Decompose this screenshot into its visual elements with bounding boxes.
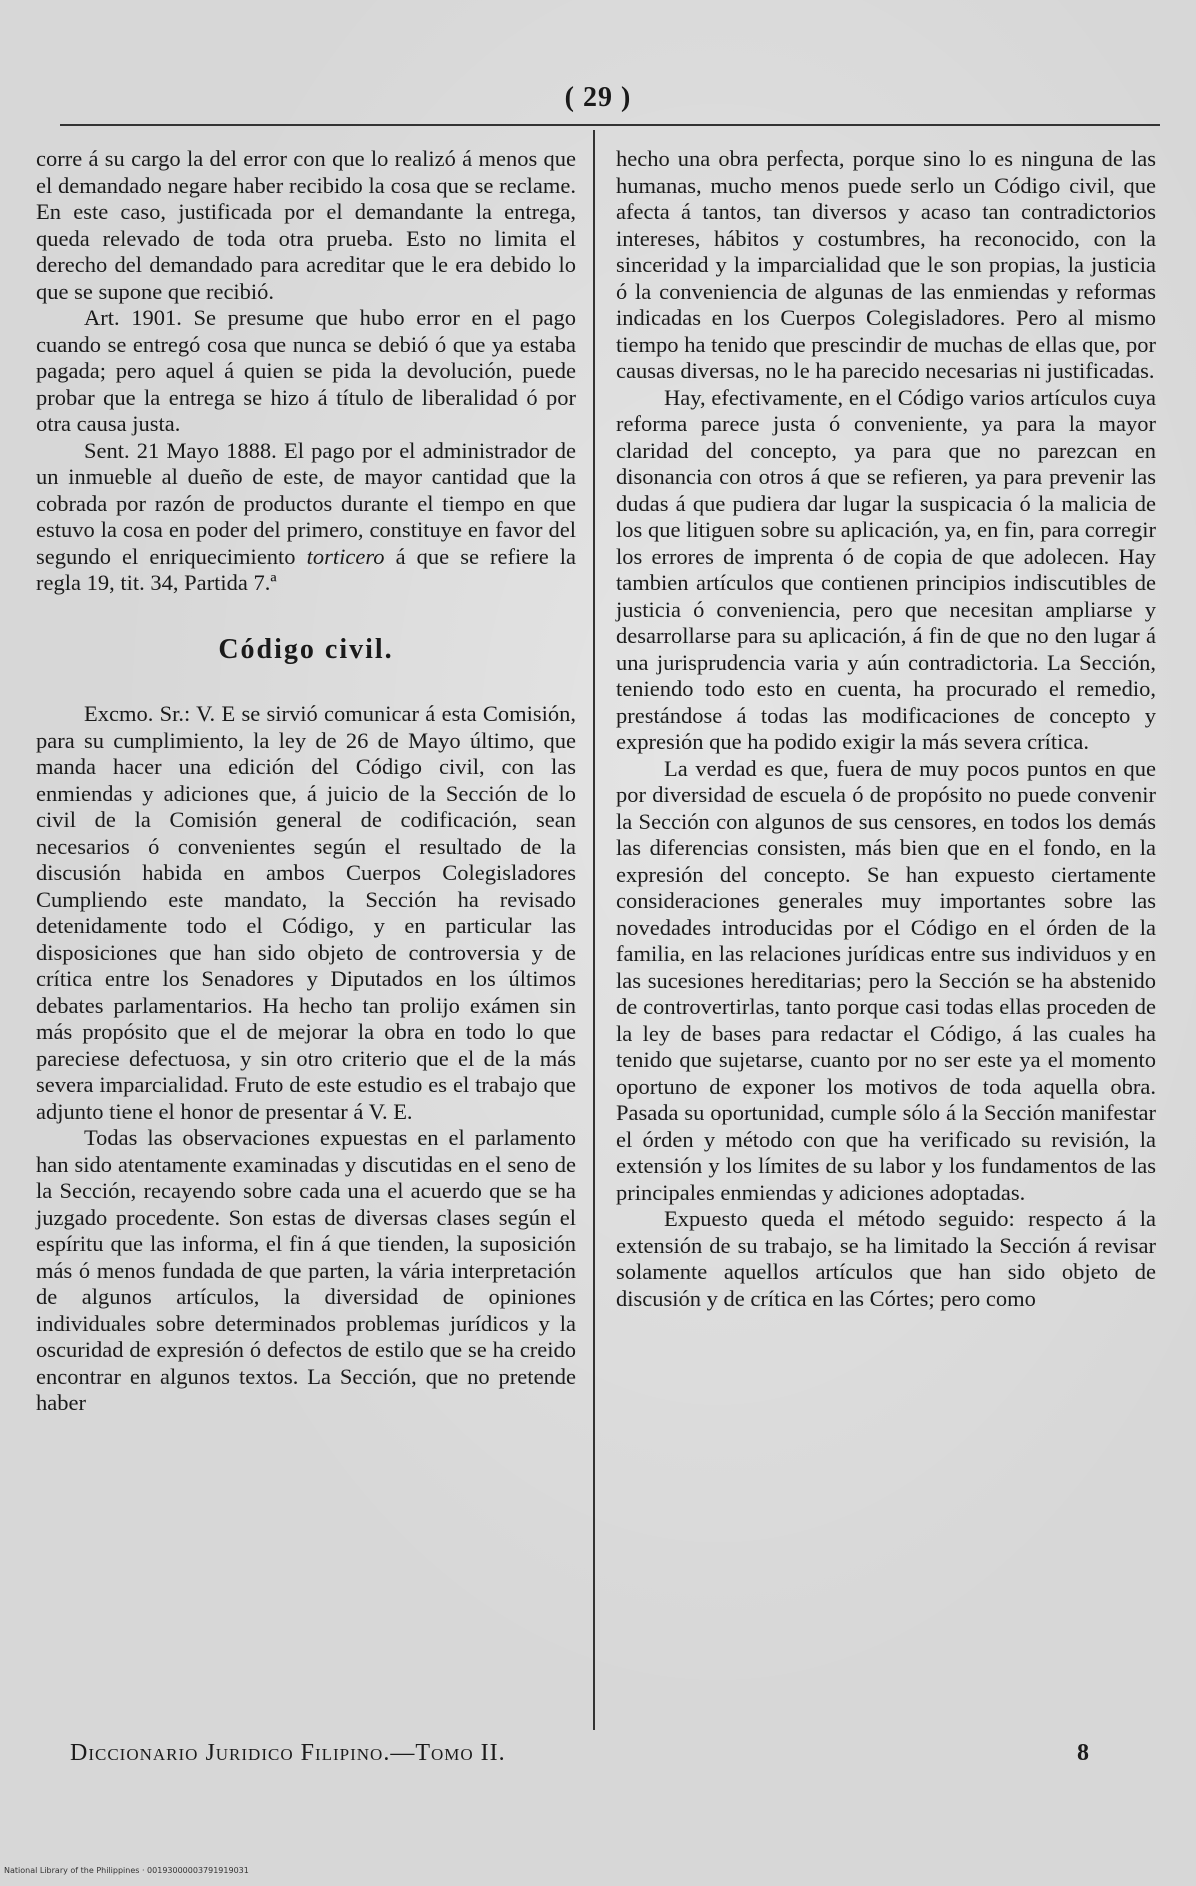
left-paragraph-excmo: Excmo. Sr.: V. E se sirvió comunicar á esta Comisión, para su cumplimiento, la ley de 26 de Mayo último, que manda hacer una edición del Código civil, con las enmiendas y adiciones que, á juicio de la Sección de lo civil de la Comisión general de codificación, sean necesarios ó convenientes según el resultado de la discusión habida en ambos Cuerpos Colegisladores Cumpliendo este mandato, la Sección ha revisado detenidamente todo el Código, y en particular las disposiciones que han sido objeto de controversia y de crítica entre los Senadores y Diputados en los últimos debates parlamentarios. Ha hecho tan prolijo exámen sin más propósito que el de mejorar la obra en todo lo que pareciese defectuosa, y sin otro criterio que el de la más severa imparcialidad. Fruto de este estudio es el trabajo que adjunto tiene el honor de presentar á V. E. — [36, 701, 576, 1124]
sentence-italic-term: torticero — [306, 543, 385, 569]
page-footer — [70, 1740, 1150, 1767]
left-paragraph-1: corre á su cargo la del error con que lo realizó á menos que el demandado negare haber recibido la cosa que se reclame. En este caso, justificada por el demandante la entrega, queda relevado de toda otra prueba. Esto no limita el derecho del demandado para acreditar que le era debido lo que se supone que recibió. — [36, 146, 576, 304]
right-paragraph-3: La verdad es que, fuera de muy pocos puntos en que por diversidad de escuela ó de propósito no puede convenir la Sección con algunos de sus censores, en todos los demás las diferencias consisten, más bien que en el fondo, en la expresión del concepto. Se han expuesto ciertamente consideraciones generales muy importantes sobre las novedades introducidas por el Código en el órden de la familia, en las relaciones jurídicas entre sus individuos y en las sucesiones hereditarias; pero la Sección se ha abstenido de controvertirlas, tanto porque casi todas ellas proceden de la ley de bases para redactar el Código, á las cuales ha tenido que sujetarse, cuanto por no ser este ya el momento oportuno de exponer los motivos de toda aquella obra. Pasada su oportunidad, cumple sólo á la Sección manifestar el órden y método con que ha verificado su revisión, la extensión y los límites de su labor y los fundamentos de las principales enmiendas y adiciones adoptadas. — [616, 755, 1156, 1205]
sentence-text-b: á que se refiere la regla 19, tit. 34, Partida 7.ª — [36, 543, 576, 595]
page-number-header: ( 29 ) — [564, 82, 632, 113]
scan-credit: National Library of the Philippines · 00193000003791919031 — [4, 1866, 249, 1875]
sentence-text-a: Sent. 21 Mayo 1888. El pago por el administrador de un inmueble al dueño de este, de mayor cantidad que la cobrada por razón de productos durante el tiempo en que estuvo la cosa en poder del primero, constituye en favor del segundo el enriquecimiento — [36, 437, 576, 569]
sentence-1888-paragraph — [36, 438, 576, 597]
column-divider — [593, 130, 595, 1730]
right-paragraph-4: Expuesto queda el método seguido: respecto á la extensión de su trabajo, se ha limitado la Sección á revisar solamente aquellos artículos que han sido objeto de discusión y de crítica en las Córtes; pero como — [616, 1206, 1156, 1311]
left-paragraph-observaciones: Todas las observaciones expuestas en el parlamento han sido atentamente examinadas y discutidas en el seno de la Sección, recayendo sobre cada una el acuerdo que se ha juzgado procedente. Son estas de diversas clases según el espíritu que las informa, el fin á que tienden, la suposición más ó menos fundada de que parten, la vária interpretación de algunos artículos, la diversidad de opiniones individuales sobre determinados problemas jurídicos y la oscuridad de expresión ó defectos de estilo que se ha creido encontrar en algunos textos. La Sección, que no pretende haber — [36, 1125, 576, 1415]
header-rule — [60, 124, 1160, 126]
footer-publication-title: Diccionario Juridico Filipino.—Tomo II. — [70, 1740, 506, 1766]
right-paragraph-1: hecho una obra perfecta, porque sino lo es ninguna de las humanas, mucho menos puede serlo un Código civil, que afecta á tantos, tan diversos y acaso tan contradictorios intereses, hábitos y costumbres, ha reconocido, con la sinceridad y la imparcialidad que le son propias, la justicia ó la conveniencia de algunas de las enmiendas y reformas indicadas en los Cuerpos Colegisladores. Pero al mismo tiempo ha tenido que prescindir de muchas de ellas que, por causas diversas, no le ha parecido necesarias ni justificadas. — [616, 146, 1156, 383]
footer-sheet-number: 8 — [1077, 1740, 1090, 1766]
right-column — [616, 146, 1156, 1312]
section-title: Código civil. — [218, 633, 394, 665]
left-column — [36, 146, 576, 1417]
article-1901-paragraph: Art. 1901. Se presume que hubo error en el pago cuando se entregó cosa que nunca se debió ó que ya estaba pagada; pero aquel á quien se pida la devolución, puede probar que la entrega se hizo á título de liberalidad ó por otra causa justa. — [36, 305, 576, 436]
right-paragraph-2: Hay, efectivamente, en el Código varios artículos cuya reforma parece justa ó conveniente, ya para la mayor claridad del concepto, ya para que no parezcan en disonancia con otros á que se refieren, ya para prevenir las dudas á que pudiera dar lugar la suspicacia ó la malicia de los que litiguen sobre su aplicación, ya, en fin, para corregir los errores de imprenta ó de copia de que adolecen. Hay tambien artículos que contienen principios indiscutibles de justicia ó conveniencia, pero que necesitan ampliarse y desarrollarse para su aplicación, á fin de que no den lugar á una jurisprudencia varia y aún contradictoria. La Sección, teniendo todo esto en cuenta, ha procurado el remedio, prestándose á todas las modificaciones de concepto y expresión que ha podido exigir la más severa crítica. — [616, 384, 1156, 754]
